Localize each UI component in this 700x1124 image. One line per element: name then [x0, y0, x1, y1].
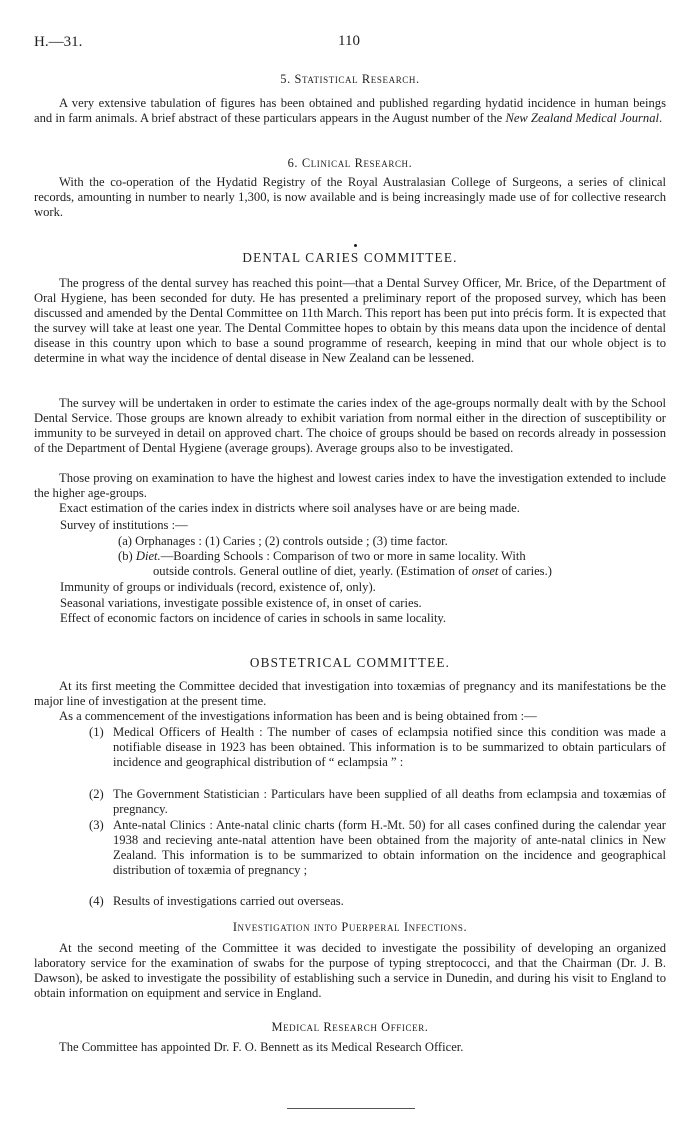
puerperal-text: At the second meeting of the Committee it was decided to investigate the possibility of developing an organized laboratory service for the examination of swabs for the purpose of typing streptococci, and that the Chairman (Dr. J. B. Dawson), be asked to investigate the possibility of establishing such a service in Dunedin, and during his visit to England to obtain information on equipment and service in England. — [34, 941, 666, 1000]
statistical-research-text: A very extensive tabulation of figures has been obtained and published regarding hydatid incidence in human beings and in farm animals. A brief abstract of these particulars appears in the August number of the New Zealand Medical Journal. — [34, 96, 666, 125]
clinical-research-text: With the co-operation of the Hydatid Registry of the Royal Australasian College of Surgeons, a series of clinical records, amounting in number to nearly 1,300, is now available and is being increasingly made use of for collective research work. — [34, 175, 666, 219]
dental-para-2: The survey will be undertaken in order to estimate the caries index of the age-groups normally dealt with by the School Dental Service. Those groups are known already to exhibit variation from normal either in the direction of susceptibility or immunity to be surveyed in detail on approved chart. The choice of groups should be based on records already in possession of the Department of Dental Hygiene (average groups). Average groups also to be investigated. — [34, 396, 666, 455]
puerperal-heading: Investigation into Puerperal Infections. — [232, 920, 468, 934]
survey-label: Survey of institutions :— — [60, 518, 188, 532]
survey-item-a: (a) Orphanages : (1) Caries ; (2) controls outside ; (3) time factor. — [118, 534, 448, 548]
survey-item-b: (b) Diet.—Boarding Schools : Comparison of two or more in same locality. With — [118, 549, 526, 563]
obstetrical-item-1: (1) Medical Officers of Health : The number of cases of eclampsia notified since this condition was made a notifiable disease in 1923 has been obtained. This information is to be summarized to obtain particulars of incidence and geographical distribution of “ eclampsia ” : — [89, 725, 666, 769]
clinical-research-heading: 6. Clinical Research. — [287, 156, 413, 170]
dental-caries-heading: DENTAL CARIES COMMITTEE. — [242, 250, 458, 265]
journal-title: New Zealand Medical Journal — [505, 111, 659, 125]
medical-officer-text: The Committee has appointed Dr. F. O. Bennett as its Medical Research Officer. — [59, 1040, 464, 1054]
dental-para-1: The progress of the dental survey has reached this point—that a Dental Survey Officer, Mr. Brice, of the Department of Oral Hygiene, has been seconded for duty. He has presented a preliminary report of the proposed survey, which has been discussed and amended by the Dental Committee on 11th March. This report has been put into précis form. It is expected that the survey will take at least one year. The Dental Committee hopes to obtain by this means data upon the incidence of dental disease in this country upon which to base a sound programme of research, keeping in mind that our whole object is to determine in what way the incidence of dental disease in New Zealand can be lessened. — [34, 276, 666, 365]
stray-mark — [354, 244, 357, 247]
report-code: H.—31. — [34, 34, 83, 50]
dental-para-3: Those proving on examination to have the highest and lowest caries index to have the investigation extended to include the higher age-groups. — [34, 471, 666, 500]
seasonal-line: Seasonal variations, investigate possible existence of, in onset of caries. — [60, 596, 422, 610]
dental-para-4: Exact estimation of the caries index in districts where soil analyses have or are being made. — [59, 501, 520, 515]
obstetrical-item-2: (2) The Government Statistician : Particulars have been supplied of all deaths from eclampsia and toxæmias of pregnancy. — [89, 787, 666, 816]
medical-officer-heading: Medical Research Officer. — [271, 1020, 429, 1034]
obstetrical-heading: OBSTETRICAL COMMITTEE. — [249, 655, 451, 670]
obstetrical-para-1: At its first meeting the Committee decided that investigation into toxæmias of pregnancy and its manifestations be the major line of investigation at the present time. — [34, 679, 666, 708]
obstetrical-item-3: (3) Ante-natal Clinics : Ante-natal clinic charts (form H.-Mt. 50) for all cases confined during the calendar year 1938 and recieving ante-natal attention have been obtained from the majority of ante-natal clinics in New Zealand. This information is to be summarized to obtain information on the incidence and geographical distribution of toxæmia of pregnancy ; — [89, 818, 666, 877]
obstetrical-para-2: As a commencement of the investigations information has been and is being obtained from :— — [59, 709, 537, 723]
closing-rule — [287, 1108, 415, 1109]
survey-item-b-cont: outside controls. General outline of diet, yearly. (Estimation of onset of caries.) — [153, 564, 552, 578]
immunity-line: Immunity of groups or individuals (record, existence of, only). — [60, 580, 376, 594]
page-number: 110 — [338, 33, 360, 49]
statistical-research-heading: 5. Statistical Research. — [280, 72, 420, 86]
obstetrical-item-4: (4) Results of investigations carried out overseas. — [89, 894, 344, 908]
economic-line: Effect of economic factors on incidence of caries in schools in same locality. — [60, 611, 447, 625]
